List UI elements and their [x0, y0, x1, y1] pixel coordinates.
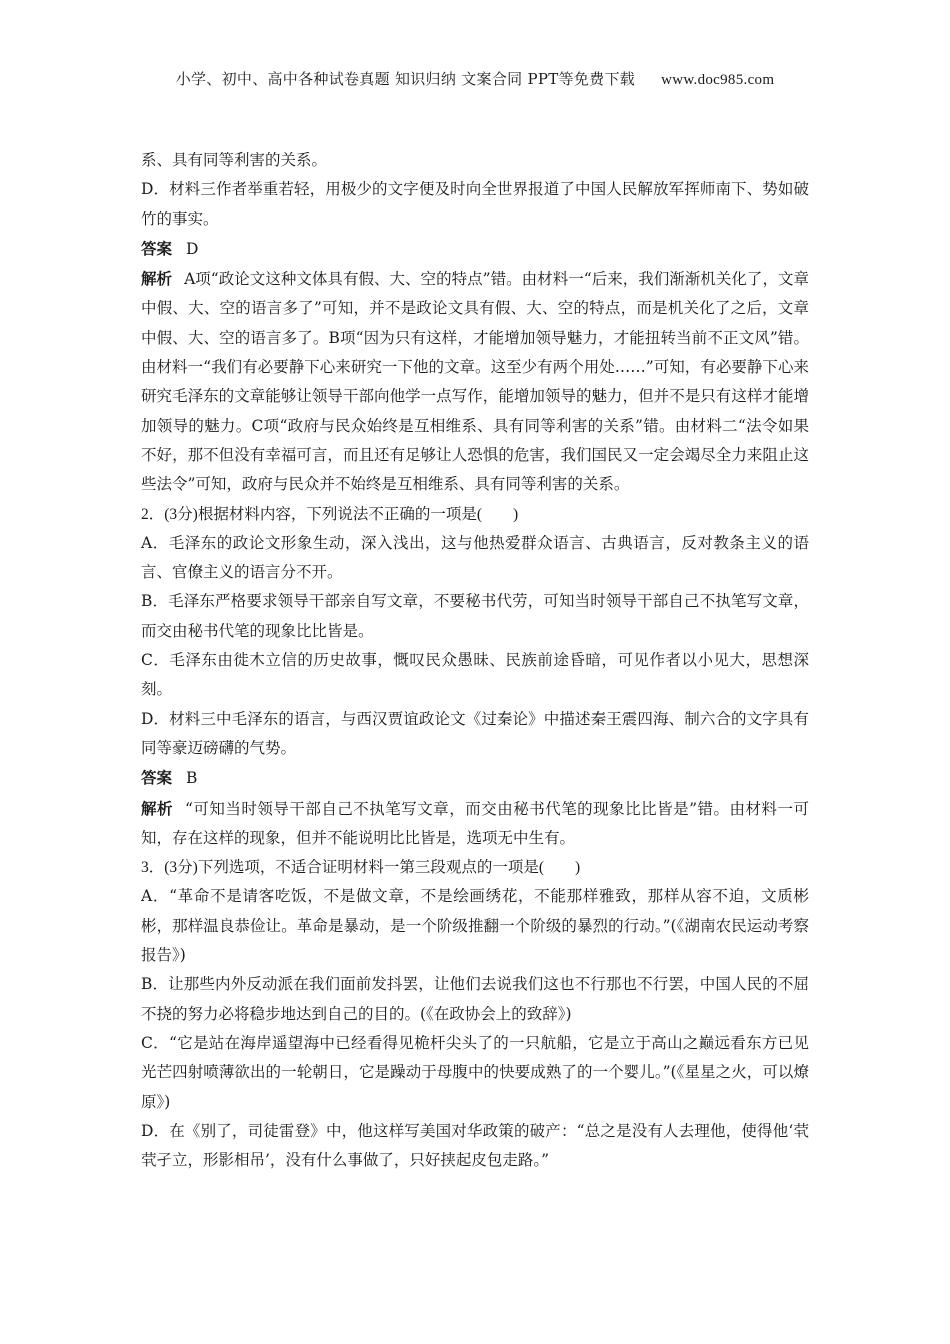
analysis-text: “可知当时领导干部自己不执笔写文章，而交由秘书代笔的现象比比皆是”错。由材料一可知，存在这样的现象，但并不能说明比比皆是，选项无中生有。 — [141, 799, 809, 847]
q2-option-c: C．毛泽东由徙木立信的历史故事，慨叹民众愚昧、民族前途昏暗，可见作者以小见大，思想深刻。 — [141, 651, 809, 699]
header-site: www.doc985.com — [661, 72, 775, 88]
document-body — [141, 146, 809, 1175]
q2-analysis — [141, 794, 809, 854]
answer-value: D — [186, 239, 199, 258]
q3-stem: 3．(3分)下列选项，不适合证明材料一第三段观点的一项是( ) — [141, 859, 581, 877]
analysis-label: 解析 — [141, 798, 173, 818]
analysis-text: A项“政论文这种文体具有假、大、空的特点”错。由材料一“后来，我们渐渐机关化了，文章中假、大、空的语言多了”可知，并不是政论文具有假、大、空的特点，而是机关化了之后，文章中假、大、空的语言多了。B项“因为只有这样，才能增加领导魅力，才能扭转当前不正文风”错。由材料一“我们有必要静下心来研究一下他的文章。这至少有两个用处……”可知，有必要静下心来研究毛泽东的文章能够让领导干部向他学一点写作，能增加领导的魅力，但并不是只有这样才能增加领导的魅力。C项“政府与民众始终是互相维系、具有同等利害的关系”错。由材料二“法令如果不好，那不但没有幸福可言，而且还有足够让人恐惧的危害，我们国民又一定会竭尽全力来阻止这些法令”可知，政府与民众并不始终是互相维系、具有同等利害的关系。 — [141, 270, 809, 494]
q3-option-c: C．“它是站在海岸遥望海中已经看得见桅杆尖头了的一只航船，它是立于高山之巅远看东方已见光芒四射喷薄欲出的一轮朝日，它是躁动于母腹中的快要成熟了的一个婴儿。”(《星星之火，可以燎原》) — [141, 1033, 809, 1111]
header-text: 小学、初中、高中各种试卷真题 知识归纳 文案合同 PPT等免费下载 — [175, 70, 636, 88]
answer-value: B — [186, 769, 198, 788]
q1-answer — [141, 234, 809, 264]
q3-option-d: D．在《别了，司徒雷登》中，他这样写美国对华政策的破产：“总之是没有人去理他，使得他‘茕茕孑立，形影相吊’，没有什么事做了，只好挟起皮包走路。” — [141, 1121, 809, 1170]
q2-option-a: A．毛泽东的政论文形象生动，深入浅出，这与他热爱群众语言、古典语言，反对教条主义的语言、官僚主义的语言分不开。 — [141, 533, 809, 582]
q2-stem: 2．(3分)根据材料内容，下列说法不正确的一项是( ) — [141, 505, 519, 523]
analysis-label: 解析 — [141, 269, 173, 289]
continued-line: 系、具有同等利害的关系。 — [141, 151, 328, 169]
q1-option-d: D．材料三作者举重若轻，用极少的文字便及时向全世界报道了中国人民解放军挥师南下、势如破竹的事实。 — [141, 180, 809, 228]
answer-label: 答案 — [141, 238, 173, 258]
q2-option-b: B．毛泽东严格要求领导干部亲自写文章，不要秘书代劳，可知当时领导干部自己不执笔写文章，而交由秘书代笔的现象比比皆是。 — [141, 592, 809, 640]
q2-option-d: D．材料三中毛泽东的语言，与西汉贾谊政论文《过秦论》中描述秦王震四海、制六合的文字具有同等豪迈磅礴的气势。 — [141, 709, 809, 757]
q3-option-b: B．让那些内外反动派在我们面前发抖罢，让他们去说我们这也不行那也不行罢，中国人民的不屈不挠的努力必将稳步地达到自己的目的。(《在政协会上的致辞》) — [141, 975, 809, 1023]
page-header — [0, 68, 950, 89]
answer-label: 答案 — [141, 768, 173, 788]
q3-option-a: A．“革命不是请客吃饭，不是做文章，不是绘画绣花，不能那样雅致，那样从容不迫，文质彬彬，那样温良恭俭让。革命是暴动，是一个阶级推翻一个阶级的暴烈的行动。”(《湖南农民运动考察报告》) — [141, 887, 809, 965]
q1-analysis — [141, 264, 809, 499]
q2-answer — [141, 763, 809, 793]
